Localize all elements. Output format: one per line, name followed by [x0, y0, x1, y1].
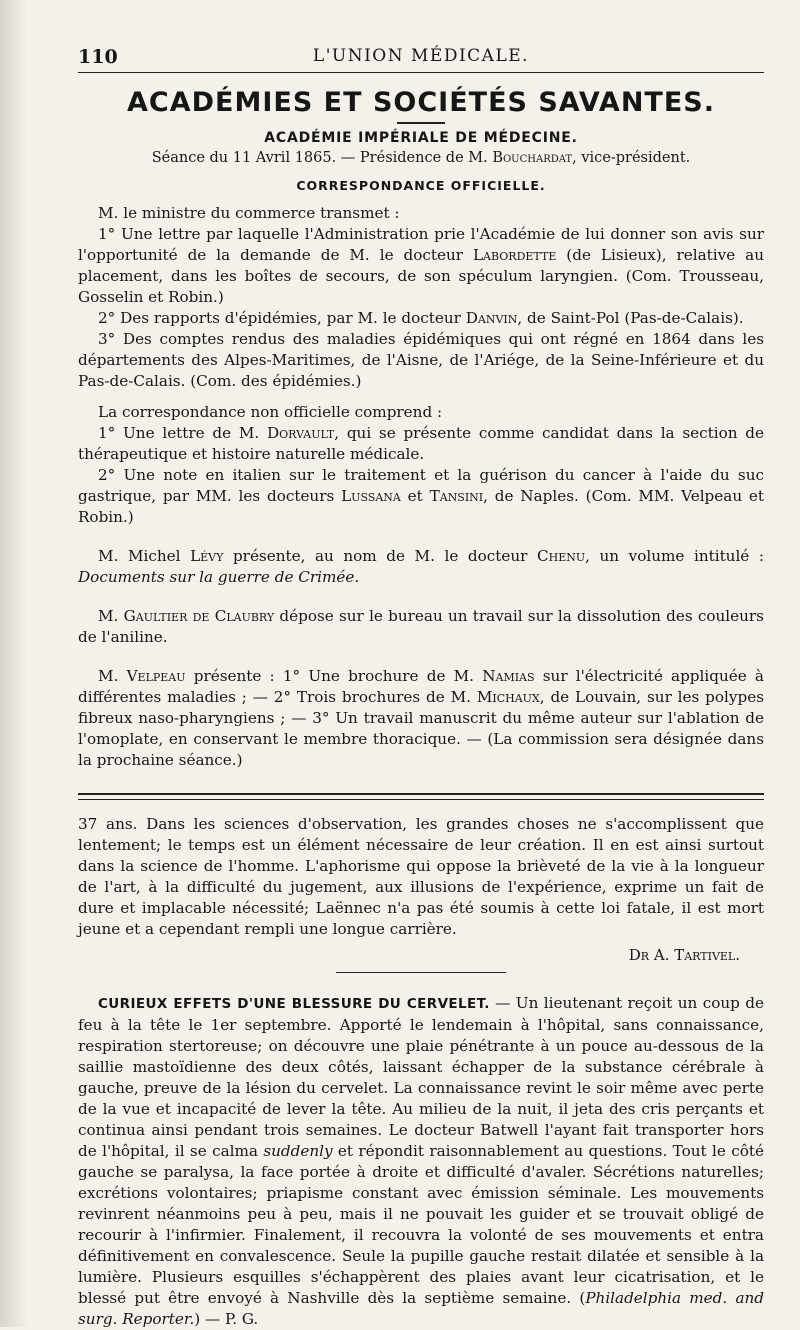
page-gutter-shadow — [0, 0, 28, 1327]
page-number: 110 — [78, 46, 118, 68]
obituary-paragraph: 37 ans. Dans les sciences d'observation, les grandes choses ne s'accomplissent que lentement; le temps est un élément nécessaire de leur création. Il en est ainsi surtout dans la science de l'homme. L'aphorisme qui oppose la brièveté de la vie à la longueur de l'art, à la difficulté du jugement, aux illusions de l'expérience, exprime un fait de dure et implacable nécessité; Laënnec n'a pas été soumis à cette loi fatale, il est mort jeune et a cependant rempli une longue carrière. — [78, 814, 764, 938]
section-title: ACADÉMIES ET SOCIÉTÉS SAVANTES. — [127, 87, 715, 118]
correspondence-heading: CORRESPONDANCE OFFICIELLE. — [296, 177, 546, 193]
article-heading: CURIEUX EFFETS D'UNE BLESSURE DU CERVELET. — [98, 996, 490, 1012]
academy-heading: ACADÉMIE IMPÉRIALE DE MÉDECINE. — [264, 129, 578, 146]
paragraph-epidemic-reports: 2° Des rapports d'épidémies, par M. le docteur Danvin, de Saint-Pol (Pas-de-Calais). — [98, 308, 744, 327]
article-paragraph: CURIEUX EFFETS D'UNE BLESSURE DU CERVELET. — Un lieutenant reçoit un coup de feu à la tête le 1er septembre. Apporté le lendemain à l'hôpital, sans connaissance, respiration stertoreuse; on découvre une plaie pénétrante à un pouce au-dessous de la saillie mastoïdienne des deux côtés, laissant échapper de la substance cérébrale à gauche, preuve de la lésion du cervelet. La connaissance revint le soir même avec perte de la vue et incapacité de lever la tête. Au milieu de la nuit, il jeta des cris perçants et continua ainsi pendant trois semaines. Le docteur Batwell l'ayant fait transporter hors de l'hôpital, il se calma suddenly et répondit raisonnablement au questions. Tout le côté gauche se paralysa, la face portée à droite et difficulté d'avaler. Sécrétions naturelles; excrétions volontaires; priapisme constant avec émission séminale. Les mouvements revinrent néanmoins peu à peu, mais il ne pouvait les guider et se trouvait obligé de recourir à l'infirmier. Finalement, il recouvra la volonté de ses mouvements et entra définitivement en convalescence. Seule la pupille gauche restait dilatée et sensible à la lumière. Plusieurs esquilles s'échappèrent des plaies avant leur cicatrisation, et le blessé put être envoyé à Nashville dès la septième semaine. (Philadelphia med. and surg. Reporter.) — P. G. — [78, 994, 764, 1328]
paragraph-minister: M. le ministre du commerce transmet : — [98, 203, 400, 222]
paragraph-gaultier: M. Gaultier de Claubry dépose sur le bureau un travail sur la dissolution des couleurs de l'aniline. — [78, 606, 764, 646]
paragraph-letter-administration: 1° Une lettre par laquelle l'Administration prie l'Académie de lui donner son avis sur l'opportunité de la demande de M. le docteur Labordette (de Lisieux), relative au placement, dans les boîtes de secours, de son spéculum laryngien. (Com. Trousseau, Gosselin et Robin.) — [78, 224, 764, 306]
article-rule — [336, 972, 506, 974]
paragraph-levy: M. Michel Lévy présente, au nom de M. le docteur Chenu, un volume intitulé : Documents sur la guerre de Crimée. — [78, 546, 764, 586]
section-divider — [78, 793, 764, 800]
title-rule — [397, 122, 445, 124]
session-line: Séance du 11 Avril 1865. — Présidence de M. Bouchardat, vice-président. — [151, 149, 691, 166]
obituary-signature: Dr A. Tartivel. — [628, 945, 740, 964]
paragraph-epidemic-accounts: 3° Des comptes rendus des maladies épidémiques qui ont régné en 1864 dans les départements des Alpes-Maritimes, de l'Aisne, de l'Ariége, de la Seine-Inférieure et du Pas-de-Calais. (Com. des épidémies.) — [78, 329, 764, 390]
paragraph-candidate-letter: 1° Une lettre de M. Dorvault, qui se présente comme candidat dans la section de thérapeutique et histoire naturelle médicale. — [78, 423, 764, 463]
paragraph-velpeau: M. Velpeau présente : 1° Une brochure de M. Namias sur l'électricité appliquée à différentes maladies ; — 2° Trois brochures de M. Michaux, de Louvain, sur les polypes fibreux naso-pharyngiens ; — 3° Un travail manuscrit du même auteur sur l'ablation de l'omoplate, en conservant le membre thoracique. — (La commission sera désignée dans la prochaine séance.) — [78, 666, 764, 769]
running-title: L'UNION MÉDICALE. — [312, 46, 530, 66]
paragraph-unofficial: La correspondance non officielle comprend : — [98, 402, 443, 421]
paragraph-italian-note: 2° Une note en italien sur le traitement et la guérison du cancer à l'aide du suc gastrique, par MM. les docteurs Lussana et Tansini, de Naples. (Com. MM. Velpeau et Robin.) — [78, 465, 765, 526]
running-header — [78, 44, 764, 73]
president-name: Bouchardat — [492, 149, 573, 166]
